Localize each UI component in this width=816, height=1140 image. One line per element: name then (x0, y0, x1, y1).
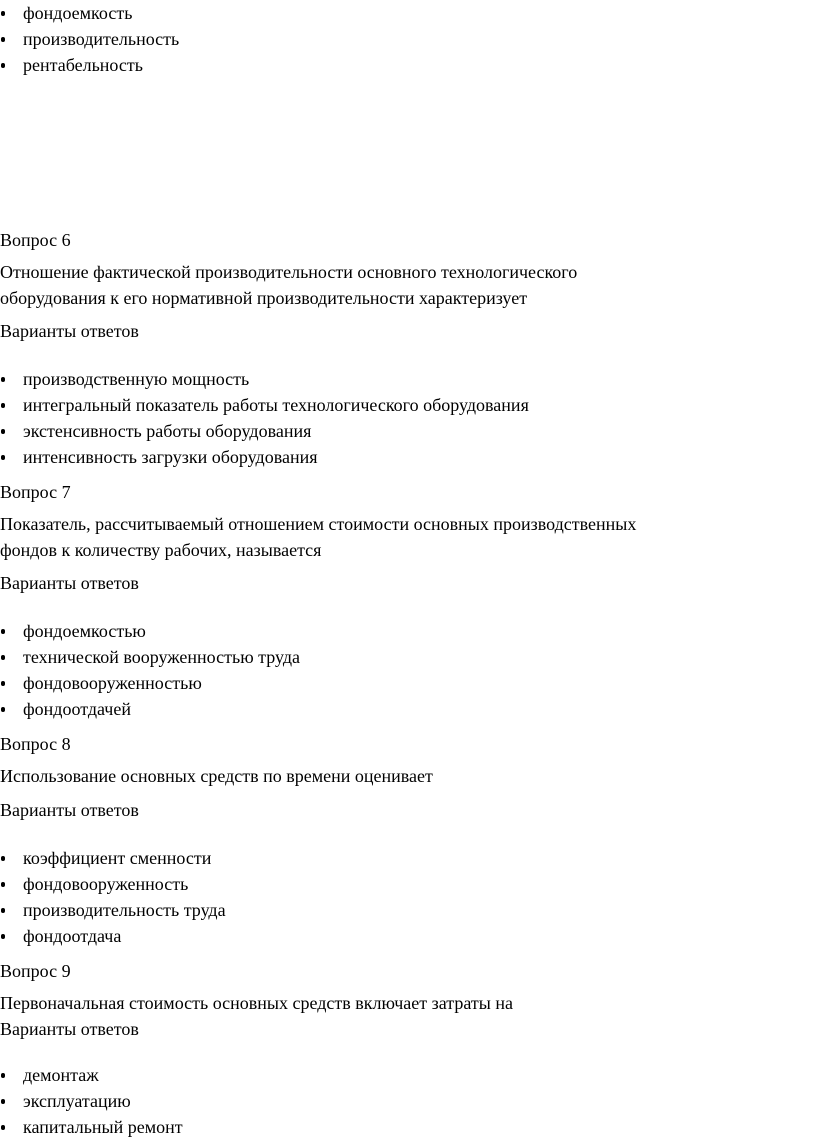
answer-option (0, 0, 800, 26)
bullet-icon (1, 681, 5, 686)
question-9-options (0, 1062, 800, 1140)
answer-option-text: интенсивность загрузки оборудования (23, 447, 318, 467)
answer-option-text: рентабельность (23, 55, 143, 75)
bullet-icon (1, 429, 5, 434)
answer-option-text: фондоотдачей (23, 699, 131, 719)
question-6-options (0, 366, 800, 470)
answer-option-text: производственную мощность (23, 369, 250, 389)
question-8-answers-label (0, 797, 800, 823)
bullet-icon (1, 455, 5, 460)
question-9-text (0, 990, 800, 1042)
answer-option (0, 1088, 800, 1114)
answers-label: Варианты ответов (0, 800, 139, 820)
answer-option-text: технической вооруженностью труда (23, 647, 301, 667)
question-text-line: фондов к количеству рабочих, называется (0, 540, 322, 560)
question-6-answers-label (0, 318, 800, 344)
answer-option (0, 1062, 800, 1088)
question-6 (0, 227, 800, 253)
question-text-line: Отношение фактической производительности основного технологического (0, 262, 578, 282)
answers-label: Варианты ответов (0, 1019, 139, 1039)
question-6-text (0, 259, 800, 311)
question-8-text (0, 763, 800, 789)
answers-label: Варианты ответов (0, 573, 139, 593)
answer-option (0, 845, 800, 871)
bullet-icon (1, 1073, 5, 1078)
answer-option-text: капитальный ремонт (23, 1117, 183, 1137)
answers-label: Варианты ответов (0, 321, 139, 341)
question-7-text (0, 511, 800, 563)
answer-option (0, 418, 800, 444)
answer-option-text: фондовооруженностью (23, 673, 202, 693)
question-7-options (0, 618, 800, 722)
answer-option (0, 366, 800, 392)
answer-option-text: демонтаж (23, 1065, 99, 1085)
answer-option-text: коэффициент сменности (23, 848, 212, 868)
previous-question-options (0, 0, 800, 78)
answer-option-text: фондоемкость (23, 3, 133, 23)
question-7-answers-label (0, 570, 800, 596)
bullet-icon (1, 63, 5, 68)
question-8-options (0, 845, 800, 949)
answer-option (0, 670, 800, 696)
bullet-icon (1, 707, 5, 712)
answer-options-list (0, 1062, 800, 1140)
answer-option-text: экстенсивность работы оборудования (23, 421, 312, 441)
answer-option-text: фондоотдача (23, 926, 122, 946)
bullet-icon (1, 655, 5, 660)
answer-option (0, 26, 800, 52)
question-title: Вопрос 6 (0, 230, 71, 250)
question-text-line: оборудования к его нормативной производительности характеризует (0, 288, 528, 308)
answer-option (0, 871, 800, 897)
question-title: Вопрос 7 (0, 482, 71, 502)
bullet-icon (1, 377, 5, 382)
answer-option-text: фондоемкостью (23, 621, 146, 641)
bullet-icon (1, 934, 5, 939)
bullet-icon (1, 908, 5, 913)
answer-option (0, 392, 800, 418)
answer-option-text: производительность (23, 29, 180, 49)
question-7 (0, 479, 800, 505)
bullet-icon (1, 37, 5, 42)
bullet-icon (1, 1099, 5, 1104)
answer-option (0, 696, 800, 722)
answer-option (0, 444, 800, 470)
answer-option-text: эксплуатацию (23, 1091, 131, 1111)
bullet-icon (1, 1125, 5, 1130)
answer-option (0, 618, 800, 644)
bullet-icon (1, 403, 5, 408)
answer-options-list (0, 366, 800, 470)
answer-option (0, 644, 800, 670)
answer-option-text: фондовооруженность (23, 874, 189, 894)
question-text-line: Использование основных средств по времени оценивает (0, 766, 433, 786)
answer-options-list (0, 618, 800, 722)
question-title: Вопрос 8 (0, 734, 71, 754)
answer-option-text: интегральный показатель работы технологического оборудования (23, 395, 529, 415)
answer-options-list (0, 845, 800, 949)
question-text-line: Первоначальная стоимость основных средств включает затраты на (0, 993, 513, 1013)
answer-option (0, 923, 800, 949)
bullet-icon (1, 629, 5, 634)
answer-options-list (0, 0, 800, 78)
bullet-icon (1, 856, 5, 861)
answer-option (0, 897, 800, 923)
answer-option (0, 52, 800, 78)
question-text-line: Показатель, рассчитываемый отношением стоимости основных производственных (0, 514, 637, 534)
question-9 (0, 958, 800, 984)
bullet-icon (1, 11, 5, 16)
question-8 (0, 731, 800, 757)
answer-option (0, 1114, 800, 1140)
question-title: Вопрос 9 (0, 961, 71, 981)
answer-option-text: производительность труда (23, 900, 226, 920)
bullet-icon (1, 882, 5, 887)
